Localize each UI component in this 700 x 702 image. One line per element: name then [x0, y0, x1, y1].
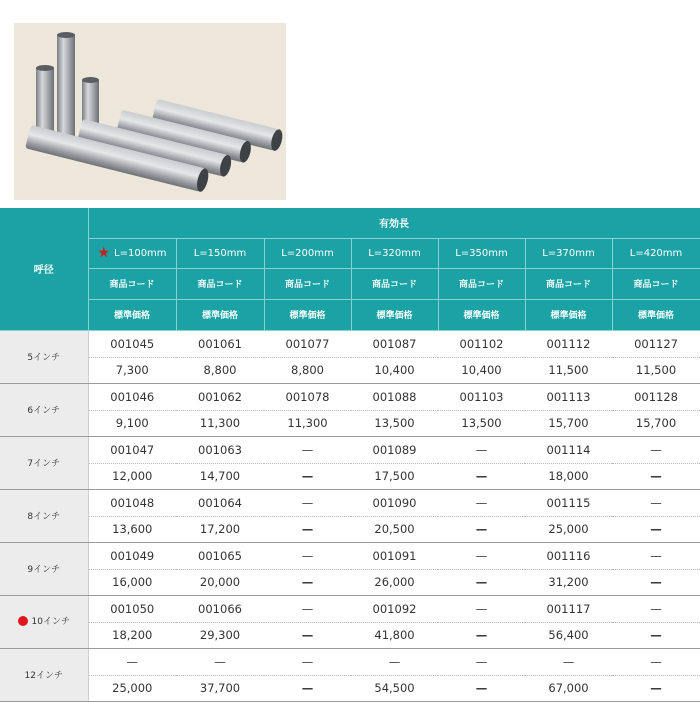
product-code-cell: 001112	[525, 330, 612, 357]
table-row	[0, 383, 700, 410]
standard-price-cell: 54,500	[351, 675, 438, 701]
table-row	[0, 463, 700, 489]
standard-price-cell: —	[264, 675, 351, 701]
red-dot-icon	[18, 616, 28, 626]
standard-price-label: 標準価格	[176, 299, 264, 330]
length-label: L=100mm	[114, 247, 167, 259]
product-code-cell: 001046	[88, 383, 176, 410]
standard-price-cell: 20,000	[176, 569, 264, 595]
product-code-cell: —	[438, 595, 525, 622]
standard-price-cell: 25,000	[88, 675, 176, 701]
nominal-size-cell	[0, 595, 88, 648]
table-row	[0, 648, 700, 675]
table-row	[0, 622, 700, 648]
standard-price-label: 標準価格	[612, 299, 700, 330]
product-code-label: 商品コード	[612, 268, 700, 299]
standard-price-cell: 11,300	[176, 410, 264, 436]
standard-price-cell: 14,700	[176, 463, 264, 489]
standard-price-cell: —	[612, 516, 700, 542]
standard-price-cell: 29,300	[176, 622, 264, 648]
product-code-cell: 001078	[264, 383, 351, 410]
table-row	[0, 436, 700, 463]
standard-price-cell: 15,700	[525, 410, 612, 436]
product-code-cell: —	[264, 542, 351, 569]
standard-price-label: 標準価格	[351, 299, 438, 330]
nominal-size-cell	[0, 330, 88, 383]
length-header-4	[438, 238, 525, 268]
nominal-size-cell	[0, 489, 88, 542]
nominal-size-cell	[0, 383, 88, 436]
product-code-cell: 001064	[176, 489, 264, 516]
standard-price-cell: —	[612, 675, 700, 701]
nominal-size-label: 6インチ	[27, 406, 61, 416]
table-row	[0, 675, 700, 701]
product-code-cell: 001115	[525, 489, 612, 516]
product-code-cell: —	[88, 648, 176, 675]
product-code-cell: 001088	[351, 383, 438, 410]
standard-price-cell: —	[612, 463, 700, 489]
standard-price-cell: 26,000	[351, 569, 438, 595]
standard-price-cell: 56,400	[525, 622, 612, 648]
product-code-cell: —	[612, 648, 700, 675]
product-code-cell: —	[264, 436, 351, 463]
length-label: L=320mm	[368, 247, 421, 259]
nominal-size-cell	[0, 648, 88, 701]
length-header-6	[612, 238, 700, 268]
product-code-label: 商品コード	[438, 268, 525, 299]
standard-price-label: 標準価格	[88, 299, 176, 330]
product-code-cell: 001047	[88, 436, 176, 463]
nominal-size-label: 7インチ	[27, 459, 61, 469]
product-code-cell: —	[612, 595, 700, 622]
product-code-cell: 001087	[351, 330, 438, 357]
table-row	[0, 569, 700, 595]
product-code-cell: —	[612, 436, 700, 463]
standard-price-label: 標準価格	[525, 299, 612, 330]
product-code-label: 商品コード	[264, 268, 351, 299]
standard-price-cell: 11,500	[525, 357, 612, 383]
product-code-cell: 001117	[525, 595, 612, 622]
product-code-cell: —	[612, 489, 700, 516]
product-code-cell: —	[612, 542, 700, 569]
product-code-cell: 001089	[351, 436, 438, 463]
table-row	[0, 489, 700, 516]
standard-price-cell: 12,000	[88, 463, 176, 489]
product-code-cell: —	[438, 648, 525, 675]
table-row	[0, 595, 700, 622]
nominal-size-label: 8インチ	[27, 512, 61, 522]
product-code-cell: 001061	[176, 330, 264, 357]
product-code-cell: —	[264, 595, 351, 622]
standard-price-cell: 18,000	[525, 463, 612, 489]
standard-price-cell: 8,800	[176, 357, 264, 383]
product-code-cell: 001090	[351, 489, 438, 516]
standard-price-cell: 8,800	[264, 357, 351, 383]
length-header-3	[351, 238, 438, 268]
product-code-cell: —	[525, 648, 612, 675]
nominal-size-label: 5インチ	[27, 353, 61, 363]
length-header-row	[0, 238, 700, 268]
table-body	[0, 330, 700, 701]
standard-price-cell: 37,700	[176, 675, 264, 701]
product-code-cell: 001062	[176, 383, 264, 410]
product-code-label-row	[0, 268, 700, 299]
product-code-label: 商品コード	[176, 268, 264, 299]
standard-price-cell: 9,100	[88, 410, 176, 436]
nominal-size-cell	[0, 542, 88, 595]
nominal-size-cell	[0, 436, 88, 489]
product-code-cell: —	[438, 436, 525, 463]
standard-price-label-row	[0, 299, 700, 330]
product-code-cell: 001103	[438, 383, 525, 410]
standard-price-cell: 41,800	[351, 622, 438, 648]
standard-price-cell: —	[264, 463, 351, 489]
table-row	[0, 330, 700, 357]
product-code-cell: —	[351, 648, 438, 675]
product-code-cell: 001127	[612, 330, 700, 357]
product-code-label: 商品コード	[88, 268, 176, 299]
product-code-cell: 001113	[525, 383, 612, 410]
product-code-cell: 001065	[176, 542, 264, 569]
standard-price-cell: 13,600	[88, 516, 176, 542]
product-code-cell: 001045	[88, 330, 176, 357]
standard-price-cell: —	[438, 675, 525, 701]
standard-price-label: 標準価格	[438, 299, 525, 330]
standard-price-cell: 10,400	[351, 357, 438, 383]
price-table	[0, 208, 700, 702]
length-label: L=420mm	[629, 247, 683, 259]
standard-price-cell: —	[612, 622, 700, 648]
length-header-2	[264, 238, 351, 268]
product-code-cell: 001077	[264, 330, 351, 357]
pipes-illustration	[14, 23, 286, 200]
product-code-cell: 001116	[525, 542, 612, 569]
standard-price-cell: 67,000	[525, 675, 612, 701]
standard-price-cell: —	[438, 516, 525, 542]
length-label: L=150mm	[193, 247, 247, 259]
product-code-cell: 001128	[612, 383, 700, 410]
length-header-5	[525, 238, 612, 268]
standard-price-cell: —	[438, 463, 525, 489]
standard-price-cell: 11,500	[612, 357, 700, 383]
product-code-cell: 001063	[176, 436, 264, 463]
standard-price-cell: —	[264, 622, 351, 648]
product-code-cell: 001050	[88, 595, 176, 622]
product-code-label: 商品コード	[351, 268, 438, 299]
standard-price-label: 標準価格	[264, 299, 351, 330]
length-label: L=350mm	[455, 247, 508, 259]
standard-price-cell: —	[438, 569, 525, 595]
star-icon: ★	[97, 245, 111, 261]
standard-price-cell: 10,400	[438, 357, 525, 383]
product-code-cell: 001114	[525, 436, 612, 463]
product-code-cell: —	[264, 648, 351, 675]
standard-price-cell: 17,200	[176, 516, 264, 542]
product-photo	[14, 23, 286, 200]
product-code-cell: 001092	[351, 595, 438, 622]
length-label: L=370mm	[542, 247, 595, 259]
standard-price-cell: —	[264, 516, 351, 542]
table-row	[0, 410, 700, 436]
product-code-cell: —	[264, 489, 351, 516]
length-label: L=200mm	[281, 247, 334, 259]
standard-price-cell: —	[264, 569, 351, 595]
standard-price-cell: 11,300	[264, 410, 351, 436]
product-code-cell: 001091	[351, 542, 438, 569]
nominal-size-label: 12インチ	[24, 671, 63, 681]
product-code-cell: —	[438, 542, 525, 569]
length-header-0	[88, 238, 176, 268]
product-code-cell: 001049	[88, 542, 176, 569]
nominal-size-header: 呼径	[0, 208, 88, 330]
table-row	[0, 357, 700, 383]
product-code-cell: 001066	[176, 595, 264, 622]
standard-price-cell: 18,200	[88, 622, 176, 648]
standard-price-cell: 15,700	[612, 410, 700, 436]
product-code-cell: 001102	[438, 330, 525, 357]
standard-price-cell: —	[612, 569, 700, 595]
table-row	[0, 542, 700, 569]
standard-price-cell: 31,200	[525, 569, 612, 595]
product-code-label: 商品コード	[525, 268, 612, 299]
standard-price-cell: 17,500	[351, 463, 438, 489]
table-row	[0, 516, 700, 542]
standard-price-cell: 16,000	[88, 569, 176, 595]
product-code-cell: —	[438, 489, 525, 516]
standard-price-cell: 7,300	[88, 357, 176, 383]
nominal-size-label: 9インチ	[27, 565, 61, 575]
standard-price-cell: 13,500	[438, 410, 525, 436]
standard-price-cell: —	[438, 622, 525, 648]
standard-price-cell: 25,000	[525, 516, 612, 542]
standard-price-cell: 20,500	[351, 516, 438, 542]
standard-price-cell: 13,500	[351, 410, 438, 436]
effective-length-header: 有効長	[88, 208, 700, 238]
product-code-cell: 001048	[88, 489, 176, 516]
product-code-cell: —	[176, 648, 264, 675]
length-header-1	[176, 238, 264, 268]
nominal-size-label: 10インチ	[31, 617, 70, 628]
